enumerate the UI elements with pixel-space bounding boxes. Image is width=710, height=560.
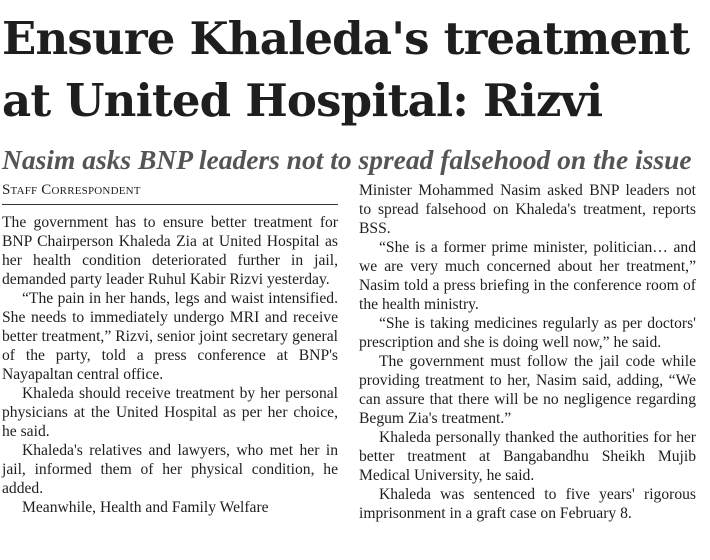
paragraph: “She is taking medicines regularly as per doctors' prescription and she is doing well now,” he said. <box>359 315 696 351</box>
paragraph: Meanwhile, Health and Family Welfare <box>22 499 269 516</box>
subheadline: Nasim asks BNP leaders not to spread falsehood on the issue <box>2 144 692 175</box>
paragraph-continued: Minister Mohammed Nasim asked BNP leaders not to spread falsehood on Khaleda's treatment, reports BSS. <box>359 182 696 237</box>
byline: Staff Correspondent <box>2 181 338 205</box>
paragraph: “The pain in her hands, legs and waist intensified. She needs to immediately undergo MRI and receive better treatment,” Rizvi, senior joint secretary general of the party, told a press conference at BNP's Nayapaltan central office. <box>2 290 338 383</box>
paragraph: Khaleda was sentenced to five years' rigorous imprisonment in a graft case on February 8. <box>359 486 696 522</box>
paragraph: “She is a former prime minister, politician… and we are very much concerned about her treatment,” Nasim told a press briefing in the conference room of the health ministry. <box>359 239 696 313</box>
headline <box>2 8 706 132</box>
paragraph: Khaleda should receive treatment by her personal physicians at the United Hospital as per her choice, he said. <box>2 385 338 440</box>
article-column-left <box>2 181 338 517</box>
paragraph: The government has to ensure better treatment for BNP Chairperson Khaleda Zia at United Hospital as her health condition deteriorated further in jail, demanded party leader Ruhul Kabir Rizvi yesterday. <box>2 214 338 288</box>
headline-line-2: at United Hospital: Rizvi <box>2 74 603 127</box>
paragraph: The government must follow the jail code while providing treatment to her, Nasim said, adding, “We can assure that there will be no negligence regarding Begum Zia's treatment.” <box>359 353 696 427</box>
paragraph: Khaleda personally thanked the authorities for her better treatment at Bangabandhu Sheikh Mujib Medical University, he said. <box>359 429 696 484</box>
paragraph: Khaleda's relatives and lawyers, who met her in jail, informed them of her physical condition, he added. <box>2 442 338 497</box>
headline-line-1: Ensure Khaleda's treatment <box>2 12 690 65</box>
article-column-right <box>359 181 696 523</box>
